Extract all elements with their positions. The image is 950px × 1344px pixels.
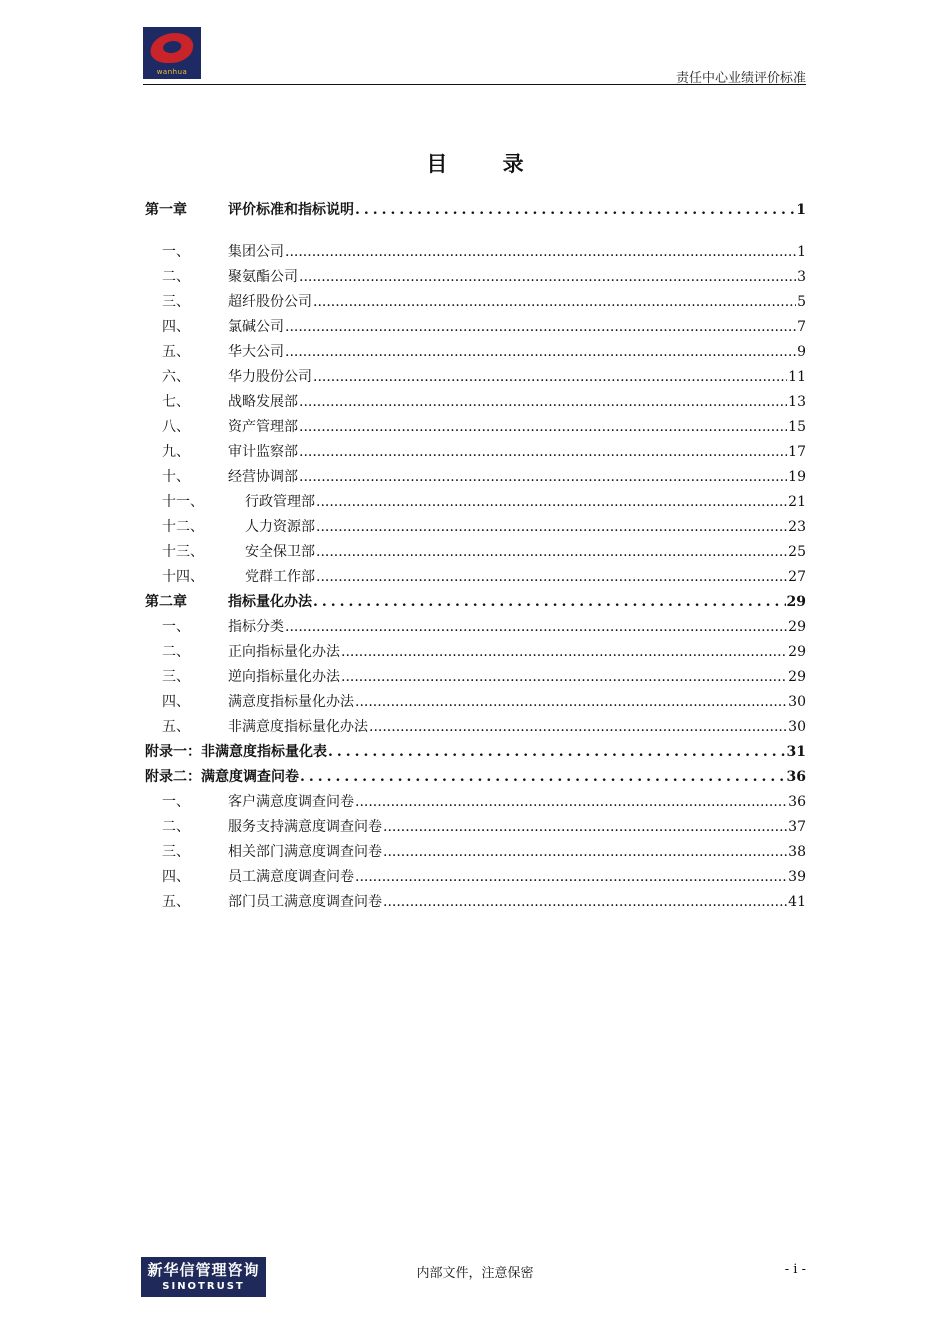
toc-number: 十四、 [162, 569, 204, 585]
toc-label: 华大公司 [228, 344, 284, 360]
toc-label: 人力资源部 [245, 519, 315, 535]
footer-logo-chinese: 新华信管理咨询 [147, 1261, 260, 1279]
footer-logo-english: SINOTRUST [162, 1281, 245, 1292]
toc-label: 氯碱公司 [228, 319, 284, 335]
toc-number: 附录二： [145, 769, 201, 785]
toc-entry[interactable] [145, 840, 806, 865]
toc-leader [383, 815, 787, 840]
toc-entry[interactable] [145, 465, 806, 490]
toc-leader [316, 540, 787, 565]
header-document-name: 责任中心业绩评价标准 [675, 71, 806, 86]
toc-page: 38 [788, 844, 806, 860]
toc-entry[interactable] [145, 640, 806, 665]
toc-number: 二、 [162, 269, 190, 285]
toc-label: 满意度调查问卷 [201, 769, 299, 785]
toc-entry[interactable] [145, 515, 806, 540]
toc-page: 39 [788, 869, 806, 885]
toc-number: 十二、 [162, 519, 204, 535]
toc-page: 29 [788, 669, 806, 685]
toc-label: 员工满意度调查问卷 [228, 869, 354, 885]
toc-entry[interactable] [145, 198, 806, 223]
toc-leader [285, 315, 796, 340]
toc-page: 17 [788, 444, 806, 460]
toc-label: 超纤股份公司 [228, 294, 312, 310]
page-number: - i - [784, 1262, 806, 1277]
toc-leader [313, 365, 787, 390]
toc-number: 四、 [162, 869, 190, 885]
toc-entry[interactable] [145, 715, 806, 740]
toc-number: 第一章 [145, 202, 187, 218]
toc-entry[interactable] [145, 865, 806, 890]
toc-entry[interactable] [145, 265, 806, 290]
toc-label: 部门员工满意度调查问卷 [228, 894, 382, 910]
toc-entry[interactable] [145, 440, 806, 465]
toc-leader [316, 565, 787, 590]
logo-wordmark: wanhua [156, 68, 188, 76]
toc-number: 七、 [162, 394, 190, 410]
page-title: 目 录 [426, 151, 548, 176]
header-divider [143, 84, 806, 85]
toc-entry[interactable] [145, 665, 806, 690]
toc-page: 36 [788, 794, 806, 810]
toc-entry[interactable] [145, 590, 806, 615]
toc-label: 客户满意度调查问卷 [228, 794, 354, 810]
toc-entry[interactable] [145, 690, 806, 715]
toc-entry[interactable] [145, 490, 806, 515]
toc-number: 八、 [162, 419, 190, 435]
toc-label: 服务支持满意度调查问卷 [228, 819, 382, 835]
toc-leader [313, 290, 796, 315]
toc-page: 5 [797, 294, 806, 310]
toc-number: 一、 [162, 619, 190, 635]
toc-number: 三、 [162, 844, 190, 860]
toc-entry[interactable] [145, 415, 806, 440]
toc-label: 资产管理部 [228, 419, 298, 435]
toc-entry[interactable] [145, 890, 806, 915]
toc-entry[interactable] [145, 390, 806, 415]
toc-number: 五、 [162, 344, 190, 360]
toc-label: 经营协调部 [228, 469, 298, 485]
toc-page: 13 [788, 394, 806, 410]
toc-leader [355, 790, 787, 815]
toc-number: 五、 [162, 719, 190, 735]
toc-entry[interactable] [145, 615, 806, 640]
toc-leader [328, 740, 786, 765]
toc-entry[interactable] [145, 240, 806, 265]
toc-leader [299, 265, 796, 290]
toc-label: 集团公司 [228, 244, 284, 260]
toc-number: 三、 [162, 669, 190, 685]
toc-page: 37 [788, 819, 806, 835]
toc-number: 二、 [162, 819, 190, 835]
toc-leader [355, 198, 795, 223]
toc-number: 四、 [162, 694, 190, 710]
toc-label: 正向指标量化办法 [228, 644, 340, 660]
toc-leader [299, 415, 787, 440]
toc-label: 指标分类 [228, 619, 284, 635]
toc-entry[interactable] [145, 765, 806, 790]
toc-page: 23 [788, 519, 806, 535]
toc-number: 一、 [162, 794, 190, 810]
toc-entry[interactable] [145, 365, 806, 390]
toc-leader [313, 590, 786, 615]
toc-leader [285, 240, 796, 265]
toc-page: 1 [797, 244, 806, 260]
toc-entry[interactable] [145, 565, 806, 590]
toc-label: 逆向指标量化办法 [228, 669, 340, 685]
toc-entry[interactable] [145, 740, 806, 765]
toc-label: 安全保卫部 [245, 544, 315, 560]
company-logo [143, 27, 201, 79]
toc-leader [299, 465, 787, 490]
toc-page: 41 [788, 894, 806, 910]
toc-entry[interactable] [145, 790, 806, 815]
toc-label: 战略发展部 [228, 394, 298, 410]
toc-label: 党群工作部 [245, 569, 315, 585]
table-of-contents [145, 198, 806, 915]
toc-entry[interactable] [145, 290, 806, 315]
toc-leader [316, 490, 787, 515]
toc-page: 25 [788, 544, 806, 560]
toc-number: 十一、 [162, 494, 204, 510]
toc-leader [316, 515, 787, 540]
toc-label: 相关部门满意度调查问卷 [228, 844, 382, 860]
toc-entry[interactable] [145, 340, 806, 365]
toc-label: 非满意度指标量化办法 [228, 719, 368, 735]
toc-leader [299, 390, 787, 415]
toc-number: 十三、 [162, 544, 204, 560]
toc-page: 29 [786, 594, 806, 610]
toc-page: 9 [797, 344, 806, 360]
toc-page: 11 [788, 369, 806, 385]
toc-number: 九、 [162, 444, 190, 460]
toc-number: 第二章 [145, 594, 187, 610]
toc-entry[interactable] [145, 815, 806, 840]
toc-leader [369, 715, 787, 740]
toc-number: 四、 [162, 319, 190, 335]
toc-entry[interactable] [145, 315, 806, 340]
toc-label: 行政管理部 [245, 494, 315, 510]
toc-label: 非满意度指标量化表 [201, 744, 327, 760]
toc-leader [383, 890, 787, 915]
toc-number: 六、 [162, 369, 190, 385]
toc-entry[interactable] [145, 540, 806, 565]
toc-page: 30 [788, 694, 806, 710]
toc-label: 聚氨酯公司 [228, 269, 298, 285]
toc-page: 29 [788, 619, 806, 635]
toc-leader [299, 440, 787, 465]
toc-page: 21 [788, 494, 806, 510]
toc-label: 评价标准和指标说明 [228, 202, 354, 218]
toc-label: 满意度指标量化办法 [228, 694, 354, 710]
toc-number: 三、 [162, 294, 190, 310]
toc-page: 31 [786, 744, 806, 760]
toc-number: 附录一： [145, 744, 201, 760]
toc-number: 五、 [162, 894, 190, 910]
toc-leader [383, 840, 787, 865]
toc-page: 30 [788, 719, 806, 735]
toc-leader [285, 615, 787, 640]
toc-label: 华力股份公司 [228, 369, 312, 385]
toc-page: 27 [788, 569, 806, 585]
toc-page: 3 [797, 269, 806, 285]
confidential-notice: 内部文件，注意保密 [416, 1266, 534, 1281]
toc-leader [341, 665, 787, 690]
logo-mark-icon [148, 33, 196, 63]
toc-number: 一、 [162, 244, 190, 260]
toc-leader [355, 865, 787, 890]
toc-leader [355, 690, 787, 715]
toc-page: 1 [796, 202, 806, 218]
toc-leader [341, 640, 787, 665]
toc-page: 7 [797, 319, 806, 335]
toc-label: 审计监察部 [228, 444, 298, 460]
toc-number: 二、 [162, 644, 190, 660]
toc-number: 十、 [162, 469, 190, 485]
toc-leader [300, 765, 786, 790]
toc-leader [285, 340, 796, 365]
toc-page: 15 [788, 419, 806, 435]
toc-page: 29 [788, 644, 806, 660]
toc-page: 19 [788, 469, 806, 485]
toc-page: 36 [786, 769, 806, 785]
toc-label: 指标量化办法 [228, 594, 312, 610]
